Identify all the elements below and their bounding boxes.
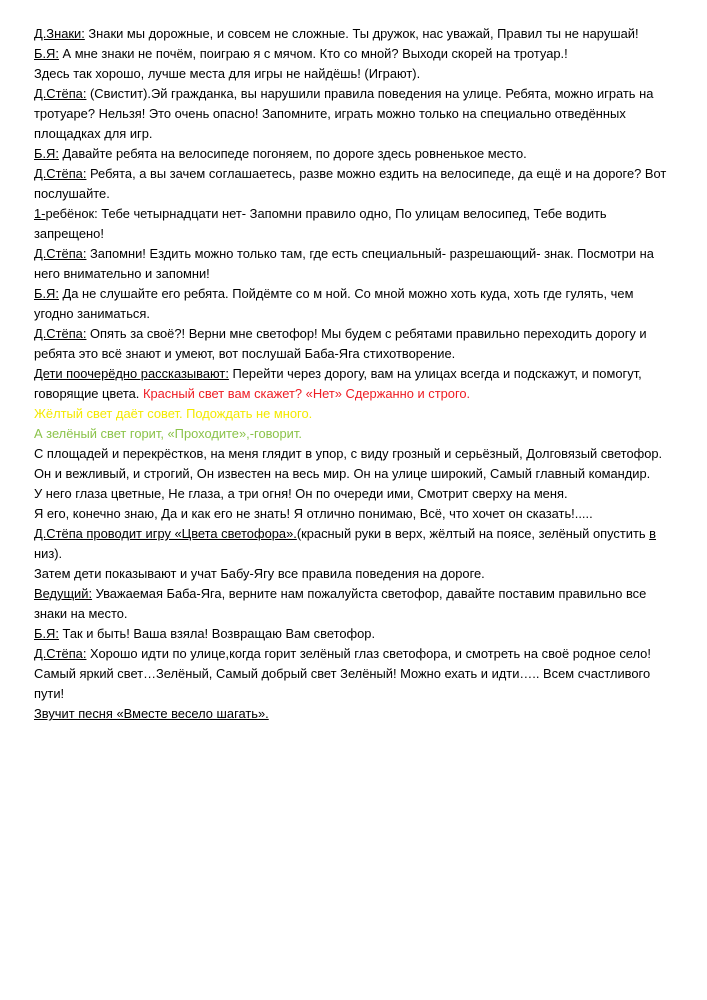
speaker-label: Б.Я:	[34, 626, 59, 641]
line-text: Давайте ребята на велосипеде погоняем, по дороге здесь ровненькое место.	[58, 146, 527, 161]
line-text: Ребята, а вы зачем соглашаетесь, разве можно ездить на велосипеде, да ещё и на дороге? Вот послушайте.	[34, 166, 667, 201]
line-stepa-final	[34, 644, 667, 704]
poem-stanza-1	[34, 444, 667, 464]
speaker-label: Д.Стёпа:	[34, 86, 87, 101]
line-text: Перейти через дорогу, вам на улицах всегда и подскажут, и помогут, говорящие цвета.	[34, 366, 642, 401]
line-children-poem	[34, 364, 667, 404]
line-text: А мне знаки не почём, поиграю я с мячом. Кто со мной? Выходи скорей на тротуар.!	[58, 46, 568, 61]
line-text: Запомни! Ездить можно только там, где есть специальный- разрешающий- знак. Посмотри на него внимательно и запомни!	[34, 246, 654, 281]
poem-stanza-2	[34, 464, 667, 484]
line-znaki	[34, 24, 667, 44]
line-text: С площадей и перекрёстков, на меня глядит в упор, с виду грозный и серьёзный, Долговязый светофор.	[34, 446, 663, 461]
line-play	[34, 64, 667, 84]
poem-stanza-4	[34, 504, 667, 524]
speaker-label: Д.Стёпа:	[34, 166, 87, 181]
line-text: Опять за своё?! Верни мне светофор! Мы будем с ребятами правильно переходить дорогу и ребята это всё знают и умеют, вот послушай Баба-Яга стихотворение.	[34, 326, 647, 361]
line-baba-yaga-walk	[34, 284, 667, 324]
line-text: Затем дети показывают и учат Бабу-Ягу все правила поведения на дороге.	[34, 566, 485, 581]
line-text: Так и быть! Ваша взяла! Возвращаю Вам светофор.	[58, 626, 376, 641]
speaker-label: Б.Я:	[34, 46, 59, 61]
line-child-1	[34, 204, 667, 244]
green-light-verse: А зелёный свет горит, «Проходите»,-говорит.	[34, 426, 302, 441]
line-text: (красный руки в верх, жёлтый на поясе, зелёный опустить	[296, 526, 650, 541]
line-song	[34, 704, 667, 724]
line-baba-yaga-bike	[34, 144, 667, 164]
line-text: Уважаемая Баба-Яга, верните нам пожалуйста светофор, давайте поставим правильно все знаки на место.	[34, 586, 647, 621]
speaker-label: Звучит песня «Вместе весело шагать».	[34, 706, 269, 721]
speaker-label: Д.Стёпа:	[34, 326, 87, 341]
yellow-light-verse: Жёлтый свет даёт совет. Подождать не много.	[34, 406, 313, 421]
speaker-label: Д.Стёпа:	[34, 646, 87, 661]
line-stepa-sign	[34, 244, 667, 284]
speaker-label: Б.Я:	[34, 286, 59, 301]
line-text: низ).	[34, 546, 63, 561]
line-text: Знаки мы дорожные, и совсем не сложные. Ты дружок, нас уважай, Правил ты не нарушай!	[84, 26, 639, 41]
line-baba-yaga-return	[34, 624, 667, 644]
speaker-label: 1-	[34, 206, 46, 221]
speaker-label: Б.Я:	[34, 146, 59, 161]
line-text: ребёнок: Тебе четырнадцати нет- Запомни правило одно, По улицам велосипед, Тебе водить запрещено!	[34, 206, 607, 241]
line-baba-yaga-ball	[34, 44, 667, 64]
speaker-label: Д.Стёпа:	[34, 246, 87, 261]
line-text: У него глаза цветные, Не глаза, а три огня! Он по очереди ими, Смотрит сверху на меня.	[34, 486, 568, 501]
line-stepa-bike	[34, 164, 667, 204]
line-text: Хорошо идти по улице,когда горит зелёный глаз светофора, и смотреть на своё родное село! Самый яркий свет…Зелёный, Самый добрый свет Зелёный! Можно ехать и идти….. Всем счастливого пути!	[34, 646, 651, 701]
line-stepa-whistle	[34, 84, 667, 144]
line-stepa-traffic-light	[34, 324, 667, 364]
line-host	[34, 584, 667, 624]
underlined-word: в	[649, 526, 657, 541]
line-text: Здесь так хорошо, лучше места для игры не найдёшь! (Играют).	[34, 66, 421, 81]
speaker-label: Д.Знаки:	[34, 26, 85, 41]
speaker-label: Д.Стёпа проводит игру «Цвета светофора».	[34, 526, 297, 541]
line-children-teach	[34, 564, 667, 584]
line-text: Он и вежливый, и строгий, Он известен на весь мир. Он на улице широкий, Самый главный командир.	[34, 466, 651, 481]
poem-stanza-3	[34, 484, 667, 504]
line-text: (Свистит).Эй гражданка, вы нарушили правила поведения на улице. Ребята, можно играть на тротуаре? Нельзя! Это очень опасно! Запомните, играть можно только на специально отведённых площадках для игр.	[34, 86, 654, 141]
line-text: Да не слушайте его ребята. Пойдёмте со м ной. Со мной можно хоть куда, хоть где гулять, чем угодно заниматься.	[34, 286, 634, 321]
red-light-verse: Красный свет вам скажет? «Нет» Сдержанно и строго.	[142, 386, 471, 401]
line-text: Я его, конечно знаю, Да и как его не знать! Я отлично понимаю, Всё, что хочет он сказать!.....	[34, 506, 593, 521]
speaker-label: Ведущий:	[34, 586, 93, 601]
line-game	[34, 524, 667, 564]
speaker-label: Дети поочерёдно рассказывают:	[34, 366, 229, 381]
